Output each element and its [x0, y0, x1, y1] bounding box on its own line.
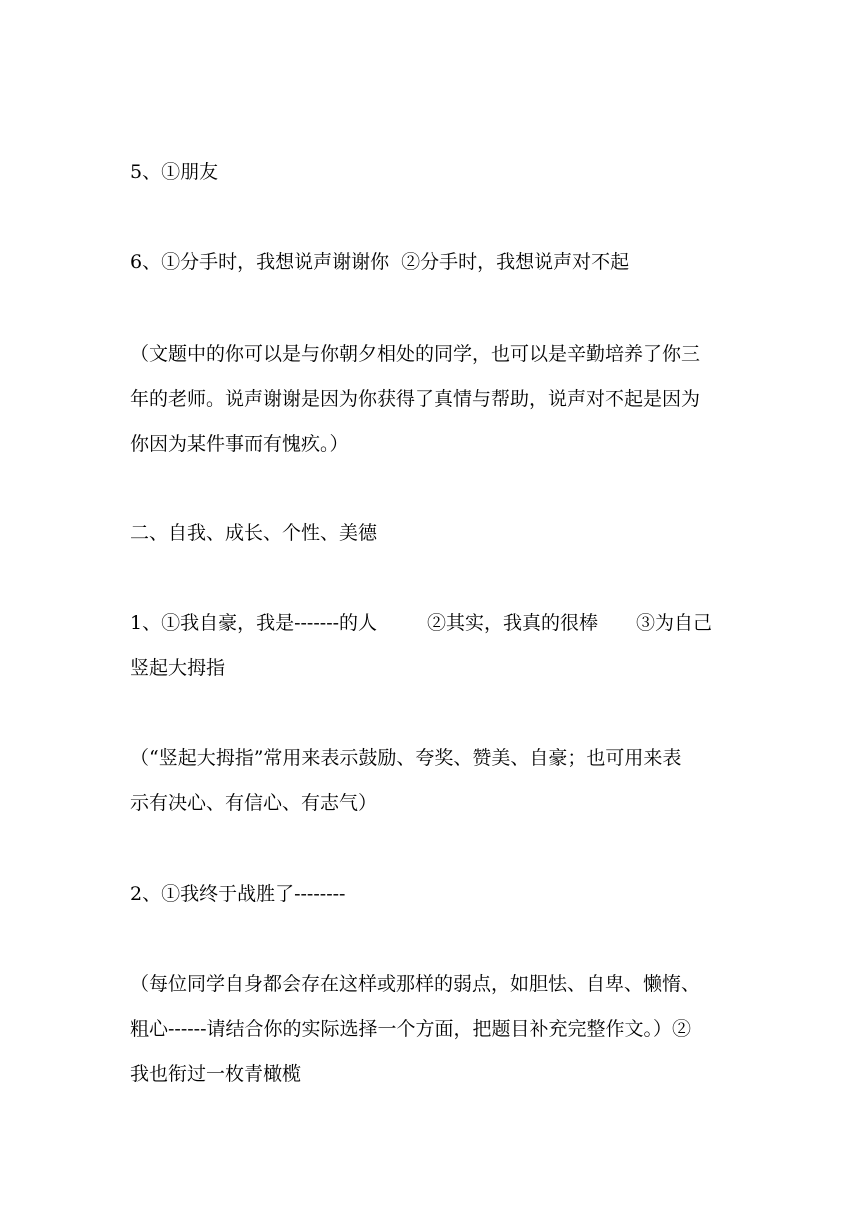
item-1 [130, 611, 735, 635]
note-2-line-3: 我也衔过一枚青橄榄 [130, 1063, 302, 1085]
note-6-line-3: 你因为某件事而有愧疚。） [130, 433, 349, 455]
note-2-line-1: （每位同学自身都会存在这样或那样的弱点，如胆怯、自卑、懒惰、 [130, 973, 701, 995]
note-1-line-2: 示有决心、有信心、有志气） [130, 792, 378, 814]
item-1-line-2: 竖起大拇指 [130, 657, 226, 679]
note-6-line-1: （文题中的你可以是与你朝夕相处的同学，也可以是辛勤培养了你三 [130, 343, 701, 365]
item-2 [130, 882, 735, 906]
item-6-option-1: 6、①分手时，我想说声谢谢你 [130, 251, 390, 273]
item-1-option-3: ③为自己 [636, 612, 713, 634]
item-5-text: 5、①朋友 [130, 161, 219, 183]
item-6-option-2: ②分手时，我想说声对不起 [401, 251, 630, 273]
item-2-text: 2、①我终于战胜了-------- [130, 883, 346, 905]
note-1-line-1: （“竖起大拇指”常用来表示鼓励、夸奖、赞美、自豪；也可用来表 [130, 747, 682, 769]
item-5 [130, 160, 735, 184]
item-1-option-1: 1、①我自豪，我是-------的人 [130, 612, 378, 634]
note-6-line-2: 年的老师。说声谢谢是因为你获得了真情与帮助，说声对不起是因为 [130, 388, 701, 410]
item-1-option-2: ②其实，我真的很棒 [427, 612, 599, 634]
note-2-line-2: 粗心------请结合你的实际选择一个方面，把题目补充完整作文。）② [130, 1018, 692, 1040]
item-6 [130, 250, 735, 274]
section-2-heading: 二、自我、成长、个性、美德 [130, 522, 378, 544]
